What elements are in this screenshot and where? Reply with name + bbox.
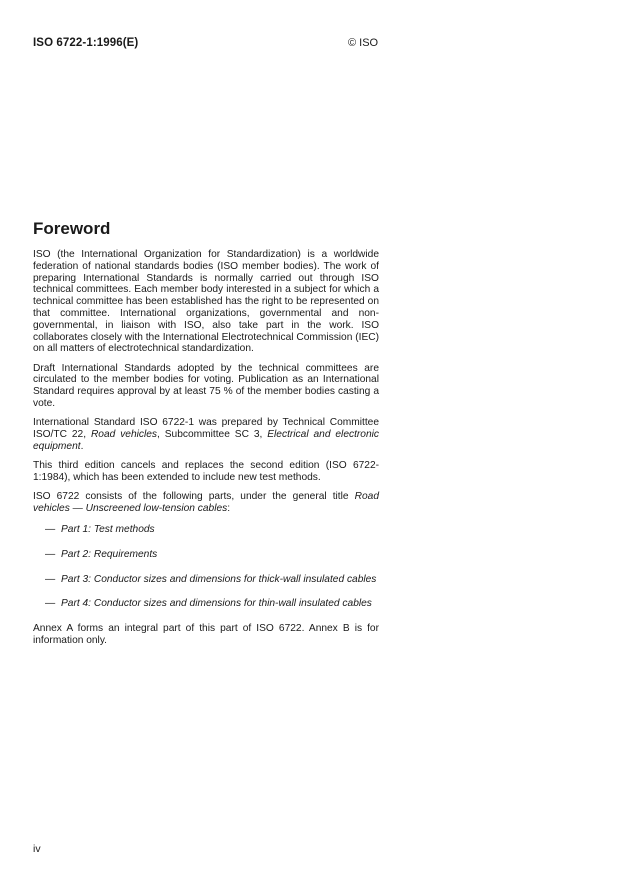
parts-intro-end: : bbox=[227, 503, 231, 515]
foreword-body bbox=[33, 249, 379, 654]
part-title: Part 4: Conductor sizes and dimensions for thin-wall insulated cables bbox=[61, 598, 372, 610]
road-vehicles-term: Road vehicles bbox=[90, 429, 158, 441]
paragraph-iso-intro: ISO (the International Organization for Standardization) is a worldwide federation of national standards bodies (ISO member bodies). The work of preparing International Standards is normally carried out through ISO technical committees. Each member body interested in a subject for which a technical committee has been established has the right to be represented on that committee. International organizations, governmental and non-governmental, in liaison with ISO, also take part in the work. ISO collaborates closely with the International Electrotechnical Commission (IEC) on all matters of electrotechnical standardization. bbox=[33, 249, 379, 355]
parts-list bbox=[33, 524, 379, 610]
page-title: Foreword bbox=[33, 219, 111, 238]
paragraph-prepared-by bbox=[33, 417, 379, 452]
paragraph-edition: This third edition cancels and replaces the second edition (ISO 6722-1:1984), which has been extended to include new test methods. bbox=[33, 460, 379, 484]
list-item bbox=[33, 549, 379, 561]
prepared-by-end: . bbox=[80, 440, 84, 452]
list-dash: — bbox=[45, 523, 56, 535]
part-title: Part 3: Conductor sizes and dimensions for thick-wall insulated cables bbox=[61, 573, 377, 585]
part-title: Part 1: Test methods bbox=[61, 523, 155, 535]
list-item bbox=[33, 524, 379, 536]
paragraph-parts-intro bbox=[33, 491, 379, 515]
general-title: Road vehicles — Unscreened low-tension cables bbox=[33, 491, 379, 515]
list-dash: — bbox=[45, 598, 56, 610]
electrical-equipment-term: Electrical and electronic equipment bbox=[33, 429, 379, 452]
list-dash: — bbox=[45, 548, 56, 560]
page-number: iv bbox=[33, 843, 41, 855]
subcommittee-text: , Subcommittee SC 3, bbox=[157, 429, 268, 441]
paragraph-annexes: Annex A forms an integral part of this part of ISO 6722. Annex B is for information only. bbox=[33, 623, 379, 646]
list-item bbox=[33, 574, 379, 586]
copyright-mark: © ISO bbox=[348, 37, 379, 49]
paragraph-draft-standards: Draft International Standards adopted by the technical committees are circulated to the member bodies for voting. Publication as an International Standard requires approval by at least 75 % of the member bodies casting a vote. bbox=[33, 362, 379, 410]
part-title: Part 2: Requirements bbox=[61, 548, 158, 560]
prepared-by-text: International Standard ISO 6722-1 was prepared by Technical Committee ISO/TC 22, bbox=[33, 417, 379, 441]
list-item bbox=[33, 598, 379, 610]
list-dash: — bbox=[45, 573, 56, 585]
standard-id: ISO 6722-1:1996(E) bbox=[33, 37, 139, 49]
parts-intro-text: ISO 6722 consists of the following parts, under the general title bbox=[33, 491, 355, 503]
